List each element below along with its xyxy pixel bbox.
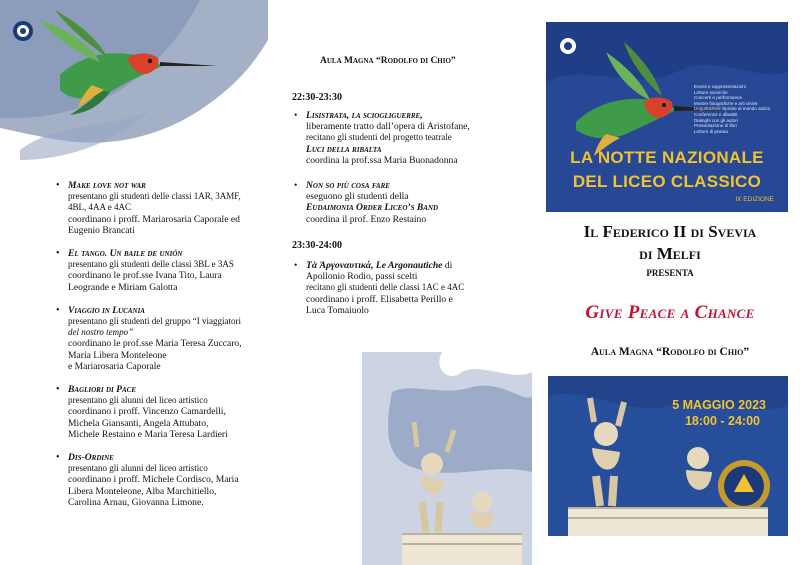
program-item-title: • Bagliori di Pace [68, 384, 137, 396]
cover-title-line-1: LA NOTTE NAZIONALE [570, 148, 764, 167]
time-slot-1: 22:30-23:30 [292, 92, 342, 103]
program-item-title: • El tango. Un baile de unión [68, 248, 183, 260]
program-item-line: Libera Monteleone, Alba Marchitiello, [68, 485, 217, 497]
program-item-title: • Non so più cosa fare [306, 180, 390, 192]
cover-program-line: Degustazioni ispirate al mondo antico [694, 106, 771, 112]
program-item-line: e Mariarosaria Caporale [68, 360, 161, 372]
slot-1-list [292, 110, 524, 225]
program-item-line: del nostro tempo” [68, 327, 134, 338]
program-item-line: coordinano le prof.sse Ivana Tito, Laura [68, 270, 222, 282]
cover-program-list [694, 84, 788, 134]
program-item-line: coordinano i proff. Michele Cordisco, Maria [68, 474, 239, 486]
program-item [56, 180, 266, 236]
program-item-title: • Make love not war [68, 180, 146, 191]
program-item-line: Carolina Arnau, Giovanna Limone. [68, 496, 204, 508]
cover-program-line: Dialoghi con gli autori [694, 117, 738, 123]
program-item-group: Luci della ribalta [306, 143, 382, 155]
program-item-coord: coordina la prof.ssa Maria Buonadonna [306, 154, 458, 166]
slot-2-list [292, 260, 524, 316]
cherubs-illustration [362, 352, 532, 565]
program-item-line: Luca Tomaiuolo [306, 304, 369, 316]
poster-footer-strip [548, 536, 788, 548]
event-title: Give Peace a Chance [585, 302, 755, 323]
program-item [292, 180, 524, 225]
program-item [56, 305, 266, 372]
middle-panel [270, 0, 532, 565]
program-item-line: presentano gli alunni del liceo artistico [68, 463, 208, 474]
program-item-line: recitano gli studenti del progetto teatrale [306, 132, 452, 143]
program-item-title-suffix: di [442, 260, 453, 271]
cover-image [546, 22, 788, 212]
program-item-title: • Dis-Ordine [68, 452, 114, 464]
school-logo-icon [10, 18, 36, 44]
program-item-line: coordinano i proff. Mariarosaria Caporale ed [68, 213, 240, 225]
program-item [56, 452, 266, 508]
program-item-title: Τὰ Ἀργοναυτικά, Le Argonautiche [306, 260, 443, 271]
venue-heading: Aula Magna “Rodolfo di Chio” [320, 56, 456, 66]
program-item-line: 4BL, 4AA e 4AC [68, 202, 131, 213]
program-item-line: Michele Restaino e Maria Teresa Lardieri [68, 428, 228, 440]
program-item-line: eseguono gli studenti della [306, 191, 409, 203]
program-item-line: Leogrande e Miriam Galotta [68, 281, 178, 293]
program-item [292, 260, 524, 316]
program-item-line: coordinano i proff. Vincenzo Camardelli, [68, 406, 226, 418]
cover-program-line: Conferenze e dibattiti [694, 111, 738, 117]
cover-program-line: Mostre fotografiche e arti visive [694, 100, 758, 106]
program-item [56, 384, 266, 440]
program-item [292, 110, 524, 166]
cover-program-line: Presentazione di libri [694, 123, 737, 129]
program-item-title: • Lisistrata, la sciogliguerre, [306, 110, 423, 121]
left-program-list [56, 180, 266, 520]
program-item-line: coordinano le prof.sse Maria Teresa Zuccaro, [68, 338, 242, 350]
cover-title-line-2: DEL LICEO CLASSICO [572, 172, 762, 191]
cover-program-line: Eventi e rappresentazioni [694, 84, 746, 89]
program-item-line: Eugenio Brancati [68, 224, 135, 236]
event-poster [548, 376, 788, 548]
cover-edition: IX EDIZIONE [735, 196, 774, 203]
program-item-line: presentano gli studenti delle classi 1AR, 3AMF, [68, 191, 241, 202]
poster-hours: 18:00 - 24:00 [684, 414, 760, 428]
program-item-line: liberamente tratto dall’opera di Aristofane, [306, 121, 470, 133]
program-item-group: Eudaimonia Order Liceo’s Band [306, 202, 439, 214]
program-item-line: Maria Libera Monteleone [68, 349, 167, 361]
poster-date: 5 MAGGIO 2023 [672, 398, 766, 412]
presenta-label: presenta [646, 264, 694, 279]
program-item-line: presentano gli studenti del gruppo “I viaggiatori [68, 316, 241, 327]
hummingbird-sky-illustration [0, 0, 268, 160]
time-slot-2: 23:30-24:00 [292, 240, 342, 251]
program-item-line: presentano gli alunni del liceo artistico [68, 395, 208, 406]
cover-program-line: Letture di poesia [694, 128, 728, 134]
school-seal-icon [718, 460, 770, 512]
right-panel [540, 0, 800, 565]
venue-heading: Aula Magna “Rodolfo di Chio” [590, 346, 750, 358]
organizer-line-1: Il Federico II di Svevia [583, 222, 757, 241]
cover-program-line: Letture sceniche [694, 89, 728, 95]
program-item-line: presentano gli studenti delle classi 3BL e 3AS [68, 259, 234, 270]
program-item-coord: coordina il prof. Enzo Restaino [306, 213, 427, 225]
left-panel [0, 0, 268, 565]
program-item-line: recitano gli studenti delle classi 1AC e 4AC [306, 282, 465, 293]
program-item-title: • Viaggio in Lucania [68, 304, 145, 316]
program-item [56, 248, 266, 293]
organizer-line-2: di Melfi [639, 244, 701, 263]
program-item-line: coordinano i proff. Elisabetta Perillo e [306, 293, 453, 305]
program-item-line: Apollonio Rodio, passi scelti [306, 271, 418, 283]
program-item-line: Michela Giansanti, Angela Attubato, [68, 417, 209, 429]
cover-program-line: Concerti e performance [694, 95, 743, 101]
